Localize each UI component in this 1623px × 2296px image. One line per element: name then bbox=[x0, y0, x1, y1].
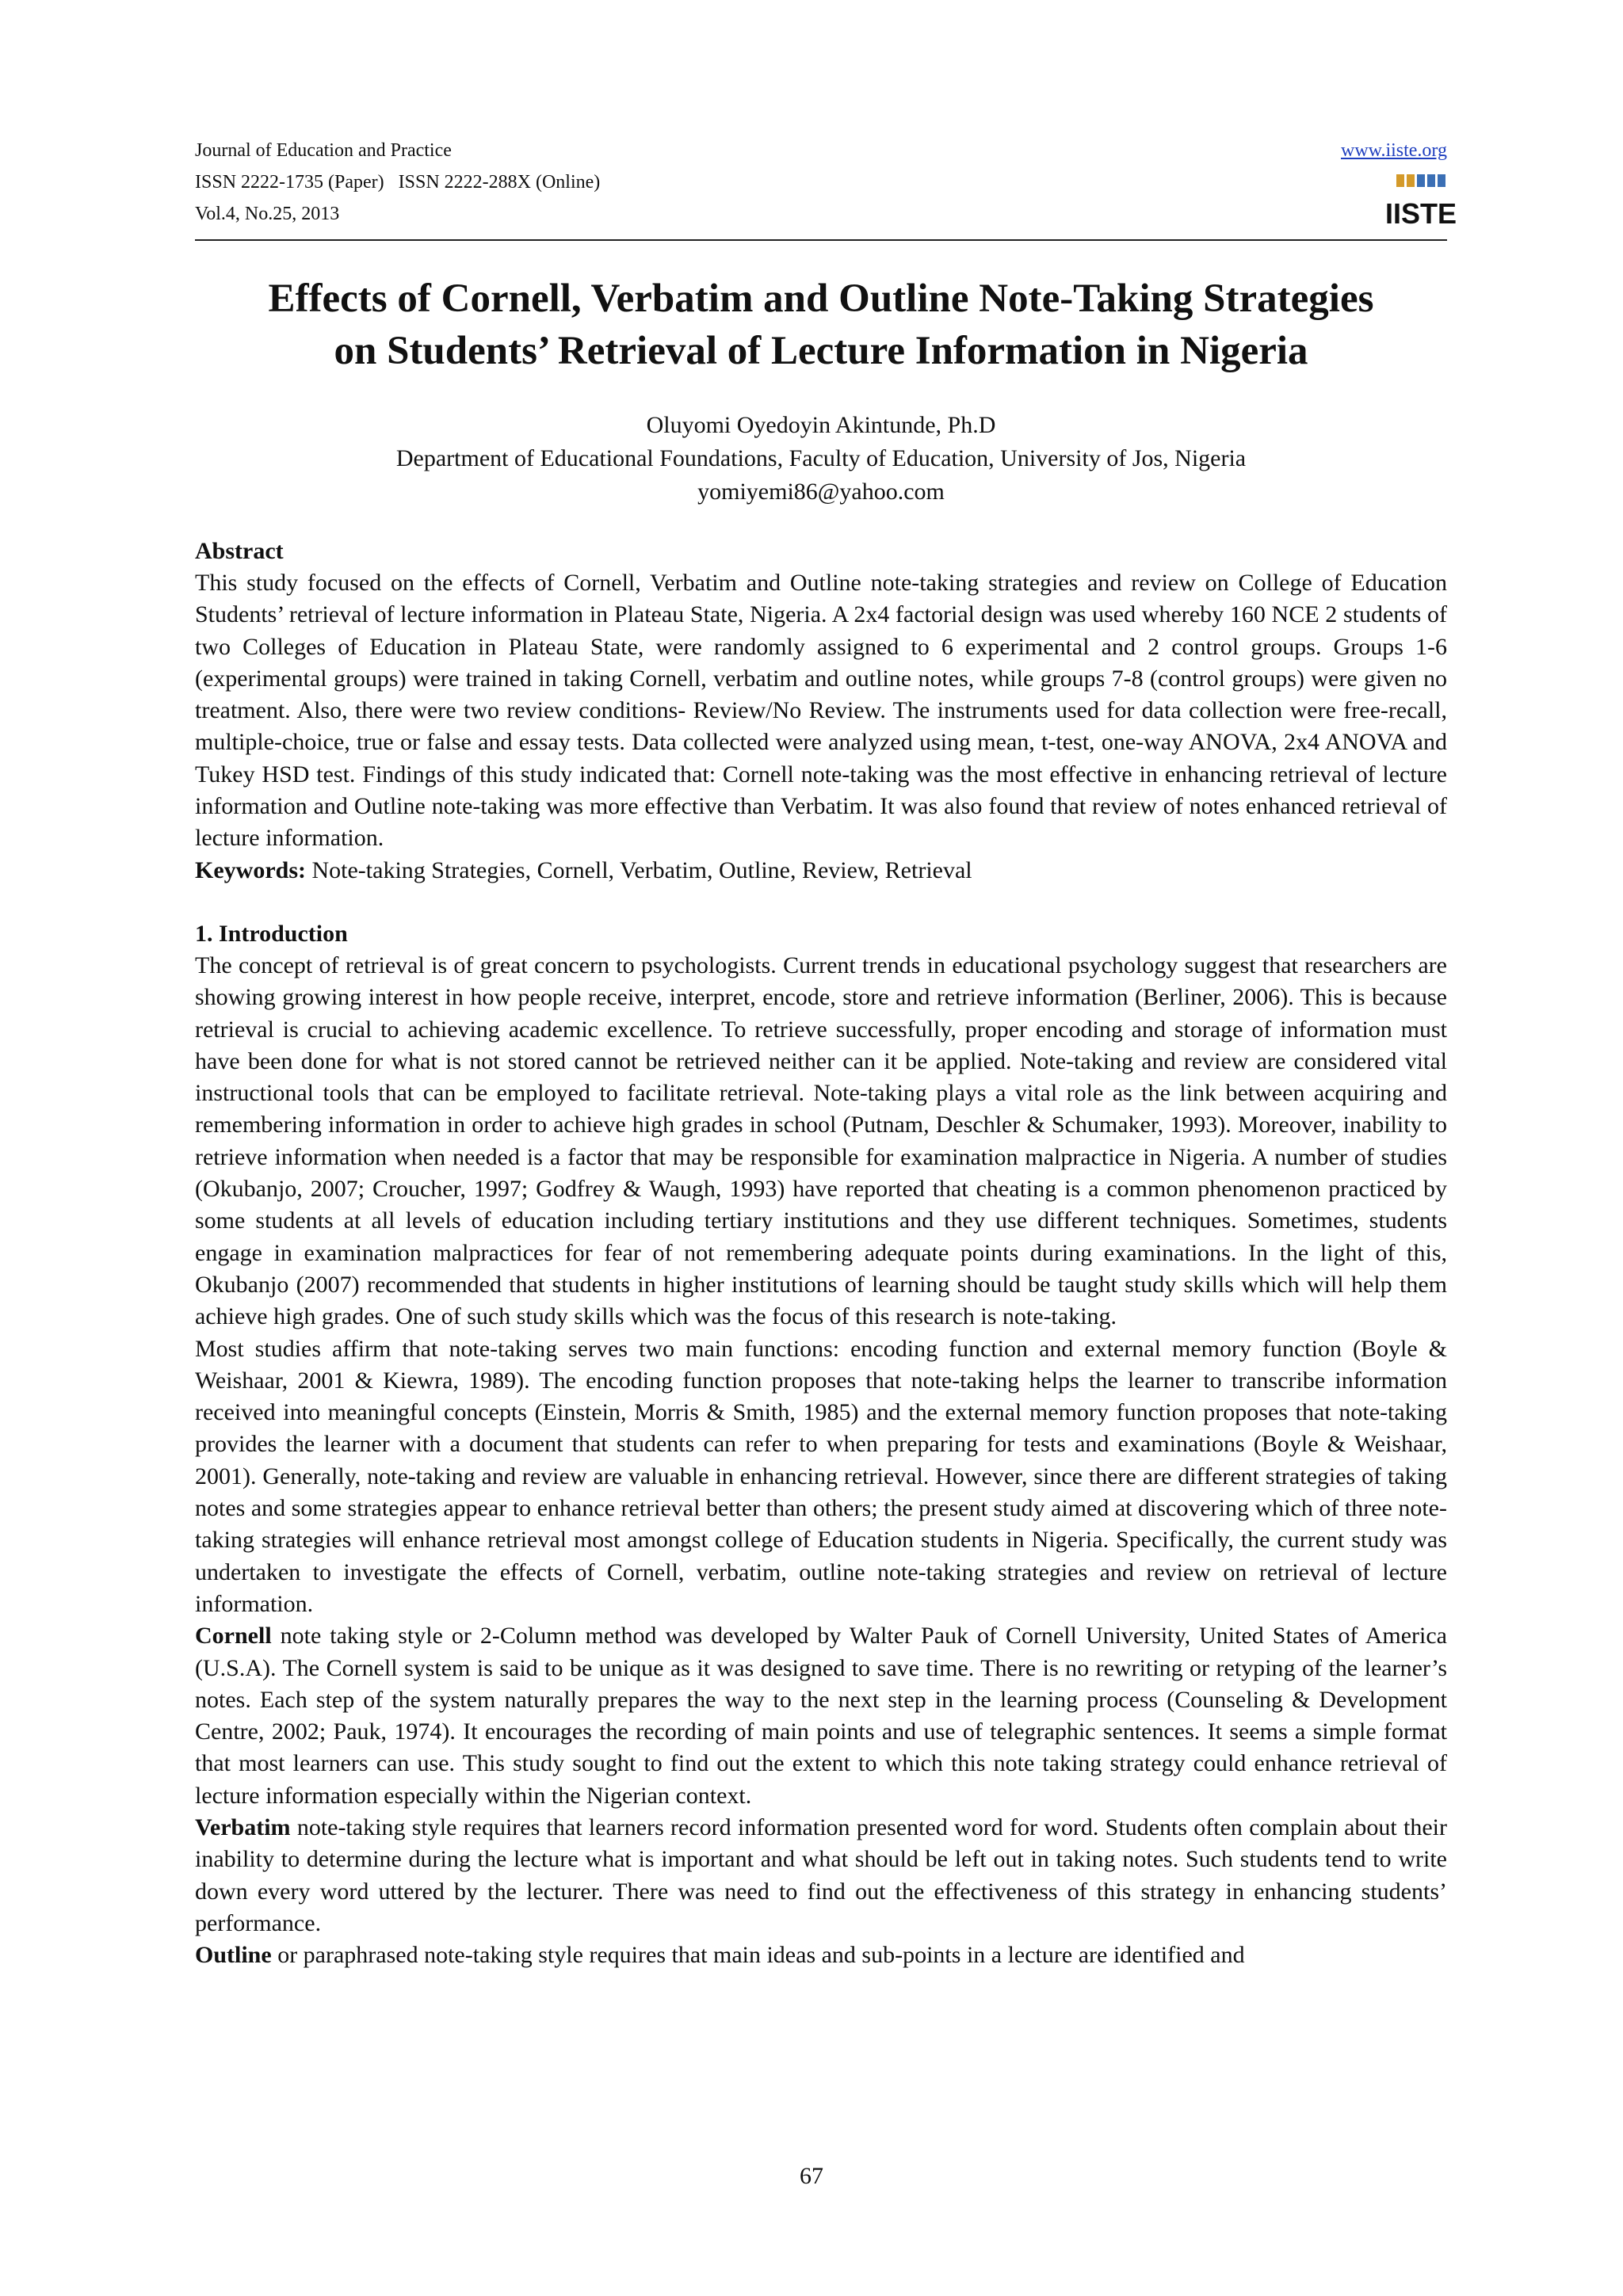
abstract-text: This study focused on the effects of Cornell, Verbatim and Outline note-taking strategies and review on College of Education Students’ retrieval of lecture information in Plateau State, Nigeria. A 2x4 factorial design was used whereby 160 NCE 2 students of two Colleges of Education in Plateau State, were randomly assigned to 6 experimental and 2 control groups. Groups 1-6 (experimental groups) were trained in taking Cornell, verbatim and outline notes, while groups 7-8 (control groups) were given no treatment. Also, there were two review conditions- Review/No Review. The instruments used for data collection were free-recall, multiple-choice, true or false and essay tests. Data collected were analyzed using mean, t-test, one-way ANOVA, 2x4 ANOVA and Tukey HSD test. Findings of this study indicated that: Cornell note-taking was the most effective in enhancing retrieval of lecture information and Outline note-taking was more effective than Verbatim. It was also found that review of notes enhanced retrieval of lecture information. bbox=[195, 570, 1447, 852]
logo-text: IISTE bbox=[1384, 197, 1457, 230]
journal-info bbox=[195, 135, 600, 230]
introduction-heading: 1. Introduction bbox=[195, 920, 348, 947]
intro-paragraph-1: The concept of retrieval is of great concern to psychologists. Current trends in educational psychology suggest that researchers are showing growing interest in how people receive, interpret, encode, store and retrieve information (Berliner, 2006). This is because retrieval is crucial to achieving academic excellence. To retrieve successfully, proper encoding and storage of information must have been done for what is not stored cannot be retrieved neither can it be applied. Note-taking and review are considered vital instructional tools that can be employed to facilitate retrieval. Note-taking plays a vital role as the link between acquiring and remembering information in order to achieve high grades in school (Putnam, Deschler & Schumaker, 1993). Moreover, inability to retrieve information when needed is a factor that may be responsible for examination malpractice in Nigeria. A number of studies (Okubanjo, 2007; Croucher, 1997; Godfrey & Waugh, 1993) have reported that cheating is a common phenomenon practiced by some students at all levels of education including tertiary institutions and they use different techniques. Sometimes, students engage in examination malpractices for fear of not remembering adequate points during examinations. In the light of this, Okubanjo (2007) recommended that students in higher institutions of learning should be taught study skills which will help them achieve high grades. One of such study skills which was the focus of this research is note-taking. bbox=[195, 952, 1447, 1330]
journal-header-right bbox=[1341, 135, 1457, 232]
paper-title bbox=[195, 273, 1447, 377]
page-number: 67 bbox=[800, 2163, 823, 2189]
title-line-2: on Students’ Retrieval of Lecture Information in Nigeria bbox=[334, 329, 1308, 373]
verbatim-description: note-taking style requires that learners record information presented word for word. Students often complain about their inability to determine during the lecture what is important and what should be left out in taking notes. Such students tend to write down every word uttered by the lecturer. There was need to find out the effectiveness of this strategy in enhancing students’ performance. bbox=[195, 1814, 1447, 1936]
keywords-label: Keywords: bbox=[195, 856, 306, 883]
journal-volume: Vol.4, No.25, 2013 bbox=[195, 204, 340, 224]
verbatim-term: Verbatim bbox=[195, 1814, 291, 1840]
outline-term: Outline bbox=[195, 1942, 272, 1969]
journal-name: Journal of Education and Practice bbox=[195, 140, 452, 161]
author-name: Oluyomi Oyedoyin Akintunde, Ph.D bbox=[646, 412, 996, 438]
keywords-list: Note-taking Strategies, Cornell, Verbatim, Outline, Review, Retrieval bbox=[305, 856, 972, 883]
cornell-description: note taking style or 2-Column method was developed by Walter Pauk of Cornell University, United States of America (U.S.A). The Cornell system is said to be unique as it was designed to save time. There is no rewriting or retyping of the learner’s notes. Each step of the system naturally prepares the way to the next step in the learning process (Counseling & Development Centre, 2002; Pauk, 1974). It encourages the recording of main points and use of telegraphic sentences. It seems a simple format that most learners can use. This study sought to find out the extent to which this note taking strategy could enhance retrieval of lecture information especially within the Nigerian context. bbox=[195, 1623, 1447, 1809]
author-email: yomiyemi86@yahoo.com bbox=[697, 479, 945, 505]
paper-page bbox=[195, 135, 1457, 1971]
intro-paragraph-cornell bbox=[195, 1620, 1447, 1812]
intro-paragraph-verbatim bbox=[195, 1812, 1447, 1939]
author-block bbox=[195, 409, 1447, 509]
intro-paragraph-outline bbox=[195, 1939, 1447, 1971]
title-line-1: Effects of Cornell, Verbatim and Outline Note-Taking Strategies bbox=[268, 277, 1374, 321]
iiste-logo bbox=[1384, 171, 1457, 232]
journal-issn: ISSN 2222-1735 (Paper) ISSN 2222-288X (Online) bbox=[195, 172, 601, 193]
intro-paragraph-2: Most studies affirm that note-taking serves two main functions: encoding function and external memory function (Boyle & Weishaar, 2001 & Kiewra, 1989). The encoding function proposes that note-taking helps the learner to transcribe information received into meaningful concepts (Einstein, Morris & Smith, 1985) and the external memory function proposes that note-taking provides the learner with a document that students can refer to when preparing for tests and examinations (Boyle & Weishaar, 2001). Generally, note-taking and review are valuable in enhancing retrieval. However, since there are different strategies of taking notes and some strategies appear to enhance retrieval better than others; the present study aimed at discovering which of three note-taking strategies will enhance retrieval most amongst college of Education students in Nigeria. Specifically, the current study was undertaken to investigate the effects of Cornell, verbatim, outline note-taking strategies and review on retrieval of lecture information. bbox=[195, 1335, 1447, 1617]
cornell-term: Cornell bbox=[195, 1623, 272, 1650]
keywords-line bbox=[195, 855, 1447, 887]
outline-description: or paraphrased note-taking style requires that main ideas and sub-points in a lecture are identified and bbox=[271, 1942, 1245, 1969]
paper-body bbox=[195, 536, 1447, 1971]
abstract-heading: Abstract bbox=[195, 538, 284, 564]
author-affiliation: Department of Educational Foundations, Faculty of Education, University of Jos, Nigeria bbox=[395, 445, 1247, 471]
journal-header bbox=[195, 135, 1457, 241]
journal-website-link[interactable]: www.iiste.org bbox=[1341, 140, 1447, 161]
